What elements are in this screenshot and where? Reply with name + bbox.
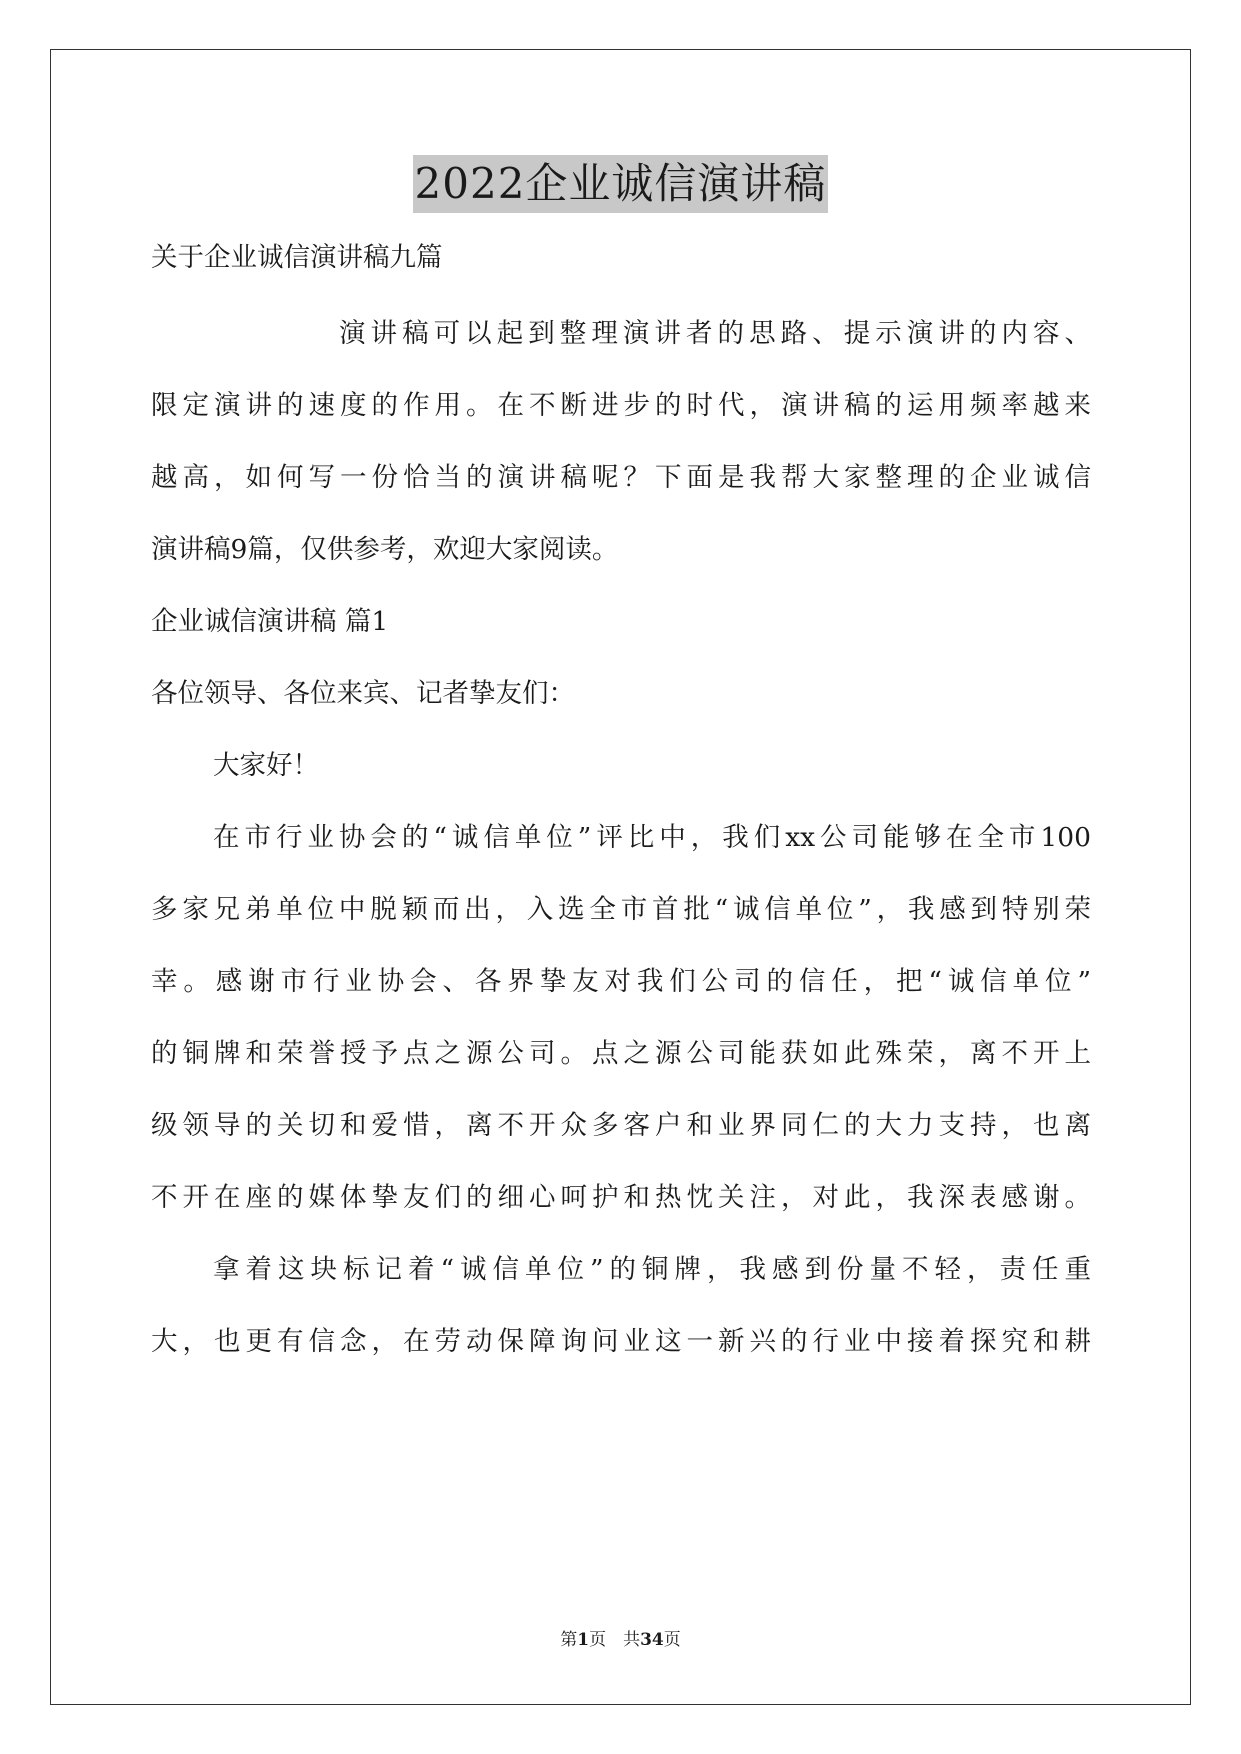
section-heading: 企业诚信演讲稿 篇1 — [151, 606, 389, 637]
paragraph-line: 拿着这块标记着“诚信单位”的铜牌，我感到份量不轻，责任重 — [213, 1254, 1091, 1285]
paragraph-line: 多家兄弟单位中脱颖而出，入选全市首批“诚信单位”，我感到特别荣 — [151, 894, 1091, 925]
paragraph-line: 限定演讲的速度的作用。在不断进步的时代，演讲稿的运用频率越来 — [151, 390, 1091, 421]
paragraph-line: 在市行业协会的“诚信单位”评比中，我们xx公司能够在全市100 — [213, 822, 1091, 853]
document-subtitle: 关于企业诚信演讲稿九篇 — [151, 242, 443, 273]
current-page-number: 1 — [577, 1630, 590, 1650]
footer-suffix: 页 — [663, 1630, 681, 1650]
greeting: 大家好！ — [213, 750, 319, 781]
document-title: 2022企业诚信演讲稿 — [413, 155, 829, 213]
title-container — [0, 155, 1241, 213]
paragraph-line: 大，也更有信念，在劳动保障询问业这一新兴的行业中接着探究和耕 — [151, 1326, 1091, 1357]
paragraph-line: 不开在座的媒体挚友们的细心呵护和热忱关注，对此，我深表感谢。 — [151, 1182, 1091, 1213]
paragraph-line: 级领导的关切和爱惜，离不开众多客户和业界同仁的大力支持，也离 — [151, 1110, 1091, 1141]
paragraph-line: 越高，如何写一份恰当的演讲稿呢？下面是我帮大家整理的企业诚信 — [151, 462, 1091, 493]
paragraph-line: 演讲稿可以起到整理演讲者的思路、提示演讲的内容、 — [339, 318, 1091, 349]
page-border — [50, 49, 1191, 1705]
total-page-count: 34 — [640, 1630, 664, 1650]
footer-prefix: 第 — [560, 1630, 578, 1650]
salutation: 各位领导、各位来宾、记者挚友们： — [151, 678, 575, 709]
paragraph-line: 幸。感谢市行业协会、各界挚友对我们公司的信任，把“诚信单位” — [151, 966, 1091, 997]
page-footer — [0, 1628, 1241, 1652]
paragraph-line: 演讲稿9篇，仅供参考，欢迎大家阅读。 — [151, 534, 619, 565]
footer-middle: 页 共 — [589, 1630, 641, 1650]
paragraph-line: 的铜牌和荣誉授予点之源公司。点之源公司能获如此殊荣，离不开上 — [151, 1038, 1091, 1069]
